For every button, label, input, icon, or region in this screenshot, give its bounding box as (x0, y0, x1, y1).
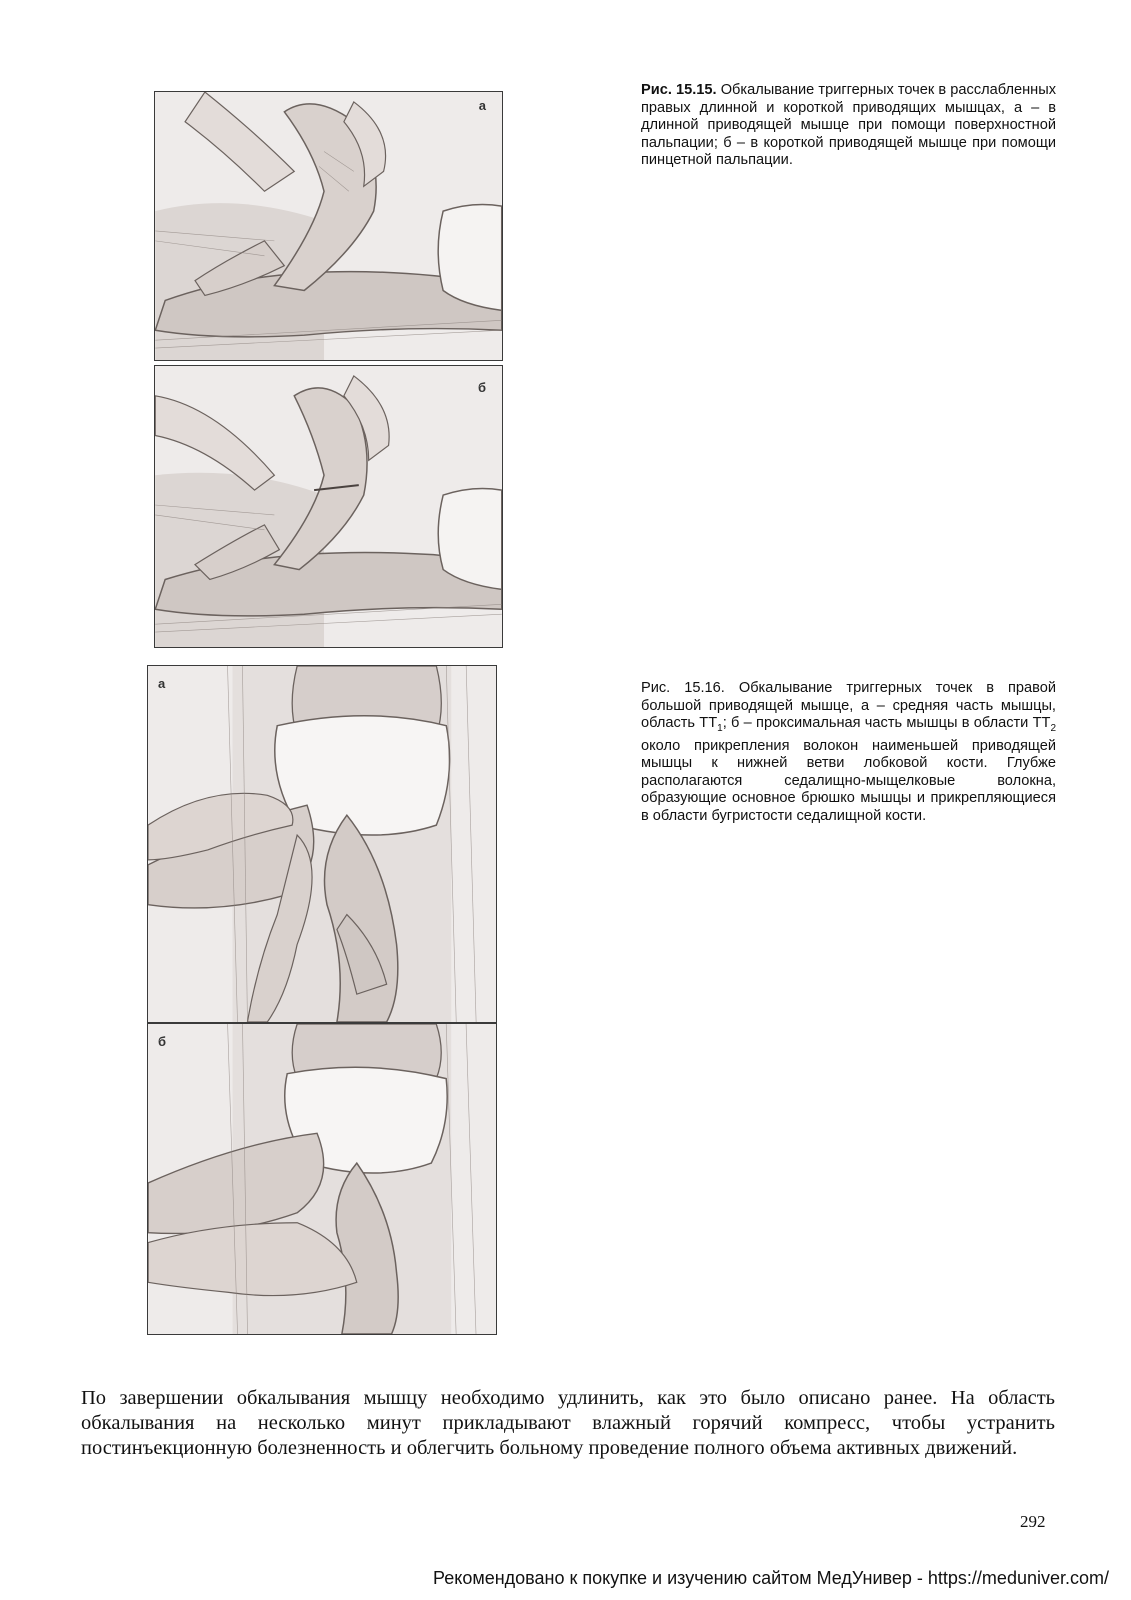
panel-letter-b: б (158, 1034, 167, 1049)
footer-recommendation: Рекомендовано к покупке и изучению сайтом МедУнивер - https://meduniver.com/ (433, 1568, 1109, 1588)
figure-15-16-sub-1: 1 (717, 723, 723, 735)
injection-drawing-icon (148, 1024, 496, 1334)
figure-15-15-text: Обкалывание триггерных точек в расслабленных правых длинной и короткой приводящих мышцах, а – в длинной приводящей мышце при помощи поверхностной пальпации; б – в короткой приводящей мышце при помощи пинцетной пальпации. (641, 82, 1056, 169)
figure-15-15-b-illustration (154, 365, 503, 648)
injection-drawing-icon (148, 666, 496, 1022)
figure-15-15-label: Рис. 15.15. (641, 82, 717, 98)
figure-15-16-text-3: около прикрепления волокон наименьшей приводящей мышцы к нижней ветви лобковой кости. Глубже располагаются седалищно-мыщелковые волокна, образующие основное брюшко мышцы и прикрепляющиеся в области бугристости седалищной кости. (641, 737, 1056, 825)
figure-15-16-caption (641, 680, 1056, 826)
figure-15-15-caption (641, 82, 1056, 170)
figure-15-16-text-2: ; б – проксимальная часть мышцы в области ТТ (722, 715, 1051, 732)
injection-drawing-icon (155, 92, 502, 360)
body-paragraph: По завершении обкалывания мышцу необходимо удлинить, как это было описано ранее. На область обкалывания на несколько минут прикладывают влажный горячий компресс, чтобы устранить постинъекционную болезненность и облегчить больному проведение полного объема активных движений. (81, 1387, 1055, 1459)
figure-15-16-a-illustration (147, 665, 497, 1023)
panel-letter-a: а (478, 98, 486, 113)
figure-15-16-text-1: Рис. 15.16. Обкалывание триггерных точек в правой большой приводящей мышце, а – средняя часть мышцы, область ТТ (641, 680, 1056, 732)
figure-15-16-b-illustration (147, 1023, 497, 1335)
page-number: 292 (1020, 1512, 1046, 1531)
panel-letter-b: б (477, 380, 486, 395)
panel-letter-a: а (158, 676, 166, 691)
figure-15-16-sub-2: 2 (1050, 723, 1056, 735)
figure-15-15-a-illustration (154, 91, 503, 361)
injection-drawing-icon (155, 366, 502, 647)
